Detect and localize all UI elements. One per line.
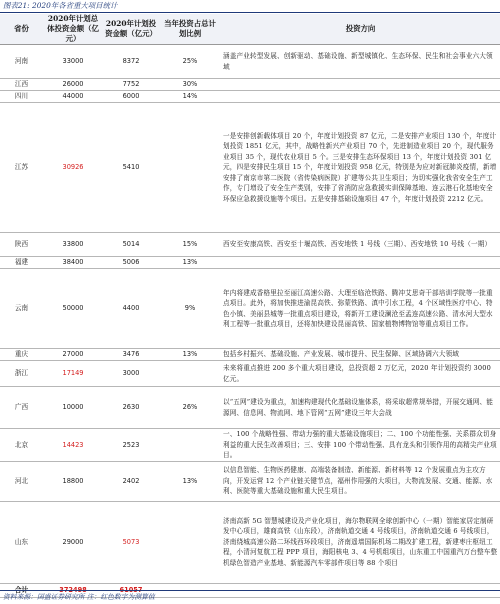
total-invest-cell: 10000 <box>62 403 84 412</box>
annual-invest-cell: 5073 <box>122 537 140 546</box>
province-cell: 江西 <box>14 80 29 89</box>
direction-cell: 以信息智能、生物医药健康、高端装备制造、新能源、新材料等 12 个发展重点为主攻方向，开发运营 12 个产业链关键节点，福州作用强的大项目，大物流发展、交通、能源、水利、医院等重大基础设施和重大民生项目。 <box>223 466 493 496</box>
direction-cell: 以“五网”建设为重点，加速构建现代化基础设施体系，将采取超常规举措，开展交通网、能源网、信息网、物流网、地下管网“五网”建设三年大会战 <box>223 398 494 417</box>
table-row <box>0 429 500 462</box>
total-invest-cell: 29000 <box>62 537 84 546</box>
total-invest-cell: 17149 <box>62 369 84 378</box>
ratio-cell: 26% <box>182 403 198 412</box>
total-invest-cell: 18800 <box>62 476 84 485</box>
annual-invest-cell: 4400 <box>122 304 140 313</box>
direction-cell: 西安至安康高铁、西安至十堰高铁、西安地铁 1 号线（三期）、西安地铁 10 号线（一期） <box>223 240 492 249</box>
ratio-cell: 13% <box>182 258 198 267</box>
annual-invest-cell: 7752 <box>122 80 140 89</box>
annual-invest-cell: 5006 <box>122 258 140 267</box>
total-invest-cell: 33000 <box>62 57 84 66</box>
header-province: 省份 <box>0 14 43 45</box>
ratio-cell: 15% <box>182 240 198 249</box>
ratio-cell: 13% <box>182 476 198 485</box>
table-row <box>0 45 500 79</box>
total-label-cell: 合计 <box>14 585 29 594</box>
table-row <box>0 361 500 387</box>
province-cell: 河南 <box>14 57 29 66</box>
province-cell: 山东 <box>14 537 29 546</box>
annual-invest-cell: 5014 <box>122 240 140 249</box>
total-invest-cell: 30926 <box>62 163 84 172</box>
direction-cell <box>221 91 500 103</box>
province-cell: 河北 <box>14 476 29 485</box>
province-cell: 云南 <box>14 304 29 313</box>
annual-invest-cell: 2402 <box>122 476 140 485</box>
table-row <box>0 91 500 103</box>
total-invest-cell: 26000 <box>62 80 84 89</box>
table-row <box>0 79 500 91</box>
annual-invest-cell: 3476 <box>122 350 140 359</box>
header-direction: 投资方向 <box>221 14 500 45</box>
ratio-cell: 30% <box>182 80 198 89</box>
ratio-cell: 13% <box>182 350 198 359</box>
header-annual-invest: 2020年计划投资金额（亿元） <box>103 14 159 45</box>
direction-cell: 涵盖产业转型发展、创新驱动、基础设施、新型城镇化、生态环保、民生和社会事业六大领域 <box>223 52 493 71</box>
direction-cell: 济南高新 5G 智慧城建设及产业化项目，海尔物联网全球创新中心（一期）智能家居定制研发中心项目，雄商高铁（山东段），济南轨道交通 4 号线项目，济南轨道交通 6 号线项目，济南绕城高速公路二环线西环段项目，济南遥墙国际机场二期改扩建工程，新建枣庄枢纽工程，小清河复航工程 PPP 项目，海阳核电 3、4 号机组项目，山东重工中国重汽万台整车整机绿色智造产业基地、新能源汽车零部件项目等 88 个项目 <box>223 516 498 567</box>
province-cell: 福建 <box>14 258 29 267</box>
total-invest-cell: 27000 <box>62 350 84 359</box>
table-row <box>0 103 500 233</box>
total-invest-cell: 44000 <box>62 92 84 101</box>
caption-rule <box>0 12 500 13</box>
total-sum-cell: 372498 <box>59 585 87 594</box>
total-invest-cell: 50000 <box>62 304 84 313</box>
ratio-cell <box>159 361 221 387</box>
table-row <box>0 233 500 257</box>
table-row <box>0 461 500 501</box>
province-cell: 四川 <box>14 92 29 101</box>
province-cell: 广西 <box>14 403 29 412</box>
annual-invest-cell: 2630 <box>122 403 140 412</box>
province-projects-table <box>0 14 500 598</box>
ratio-cell <box>159 501 221 583</box>
annual-invest-cell: 3000 <box>122 369 140 378</box>
direction-cell <box>221 257 500 269</box>
ratio-cell: 14% <box>182 92 198 101</box>
header-ratio: 当年投资占总计划比例 <box>159 14 221 45</box>
province-cell: 江苏 <box>14 163 29 172</box>
table-row <box>0 501 500 583</box>
source-note: 资料来源：国盛证券研究所 注：红色数字为测算值 <box>0 590 500 602</box>
table-row <box>0 269 500 349</box>
annual-invest-cell: 8372 <box>122 57 140 66</box>
annual-invest-cell: 5410 <box>122 163 140 172</box>
table-caption: 图表21: 2020年各省重大项目统计 <box>3 1 118 10</box>
direction-cell: 未来将重点推进 200 多个重大项目建设，总投资超 2 万亿元，2020 年计划投资约 3000 亿元。 <box>223 364 491 383</box>
direction-cell: 年内将建成香格里拉至丽江高速公路、大理至临沧铁路、腾冲艾思奇干部培训学院等一批重点项目。此外，将加快推进渝昆高铁、弥蒙铁路、滇中引水工程，4 个区域性医疗中心、特色小镇、美丽县城等一批重点项目建设，将新开工建设澜沧至孟连高速公路、清水河大型水利工程等一批重点项目，还将加快建设昆丽高铁、国家植物博物馆等重点项目工作。 <box>223 288 493 328</box>
ratio-cell: 9% <box>184 304 196 313</box>
ratio-cell <box>159 103 221 233</box>
direction-cell <box>221 79 500 91</box>
direction-cell: 包括乡村振兴、基础设施、产业发展、城市提升、民生保障、区域协调六大领域 <box>223 350 460 359</box>
total-invest-cell: 33800 <box>62 240 84 249</box>
table-row <box>0 387 500 429</box>
table-row <box>0 257 500 269</box>
province-cell: 浙江 <box>14 369 29 378</box>
annual-invest-cell: 6000 <box>122 92 140 101</box>
header-total-invest: 2020年计划总体投资金额（亿元） <box>43 14 103 45</box>
ratio-cell: 25% <box>182 57 198 66</box>
direction-cell: 一是安排创新载体项目 20 个，年度计划投资 87 亿元，二是安排产业项目 130 个，年度计划投资 1851 亿元，其中，战略性新兴产业项目 70 个，先进制造业项目 20 个，现代服务业项目 35 个，现代农业项目 5 个。三是安排生态环保项目 13 个，年度计划投资 301 亿元，四是安排民生项目 15 个，年度计划投资 958 亿元，特别是为应对新冠肺炎疫情，新增安排了南京市第二医院（省传染病医院）扩建等公共卫生项目；为切实强化我省安全生产工作，专门增设了安全生产类别，安排了省消防应急救援实训保障基地、连云港石化基地安全环保应急救援设施等个项目。五是安排基础设施项目 47 个，年度计划投资 2212 亿元。 <box>223 131 497 203</box>
table-row <box>0 349 500 361</box>
ratio-cell <box>159 429 221 462</box>
annual-sum-cell: 61057 <box>119 585 143 594</box>
province-cell: 重庆 <box>14 350 29 359</box>
annual-invest-cell: 2523 <box>122 440 140 449</box>
total-invest-cell: 38400 <box>62 258 84 267</box>
total-invest-cell: 14423 <box>62 440 84 449</box>
province-cell: 北京 <box>14 440 29 449</box>
direction-cell: 一、100 个战略性强、带动力强的重大基础设施项目；二、100 个功能性强、关系群众切身利益的重大民生改善项目；三、安排 100 个带动性强、具有龙头和引领作用的高精尖产业项目。 <box>223 430 497 459</box>
table-body <box>0 45 500 598</box>
province-cell: 陕西 <box>14 240 29 249</box>
